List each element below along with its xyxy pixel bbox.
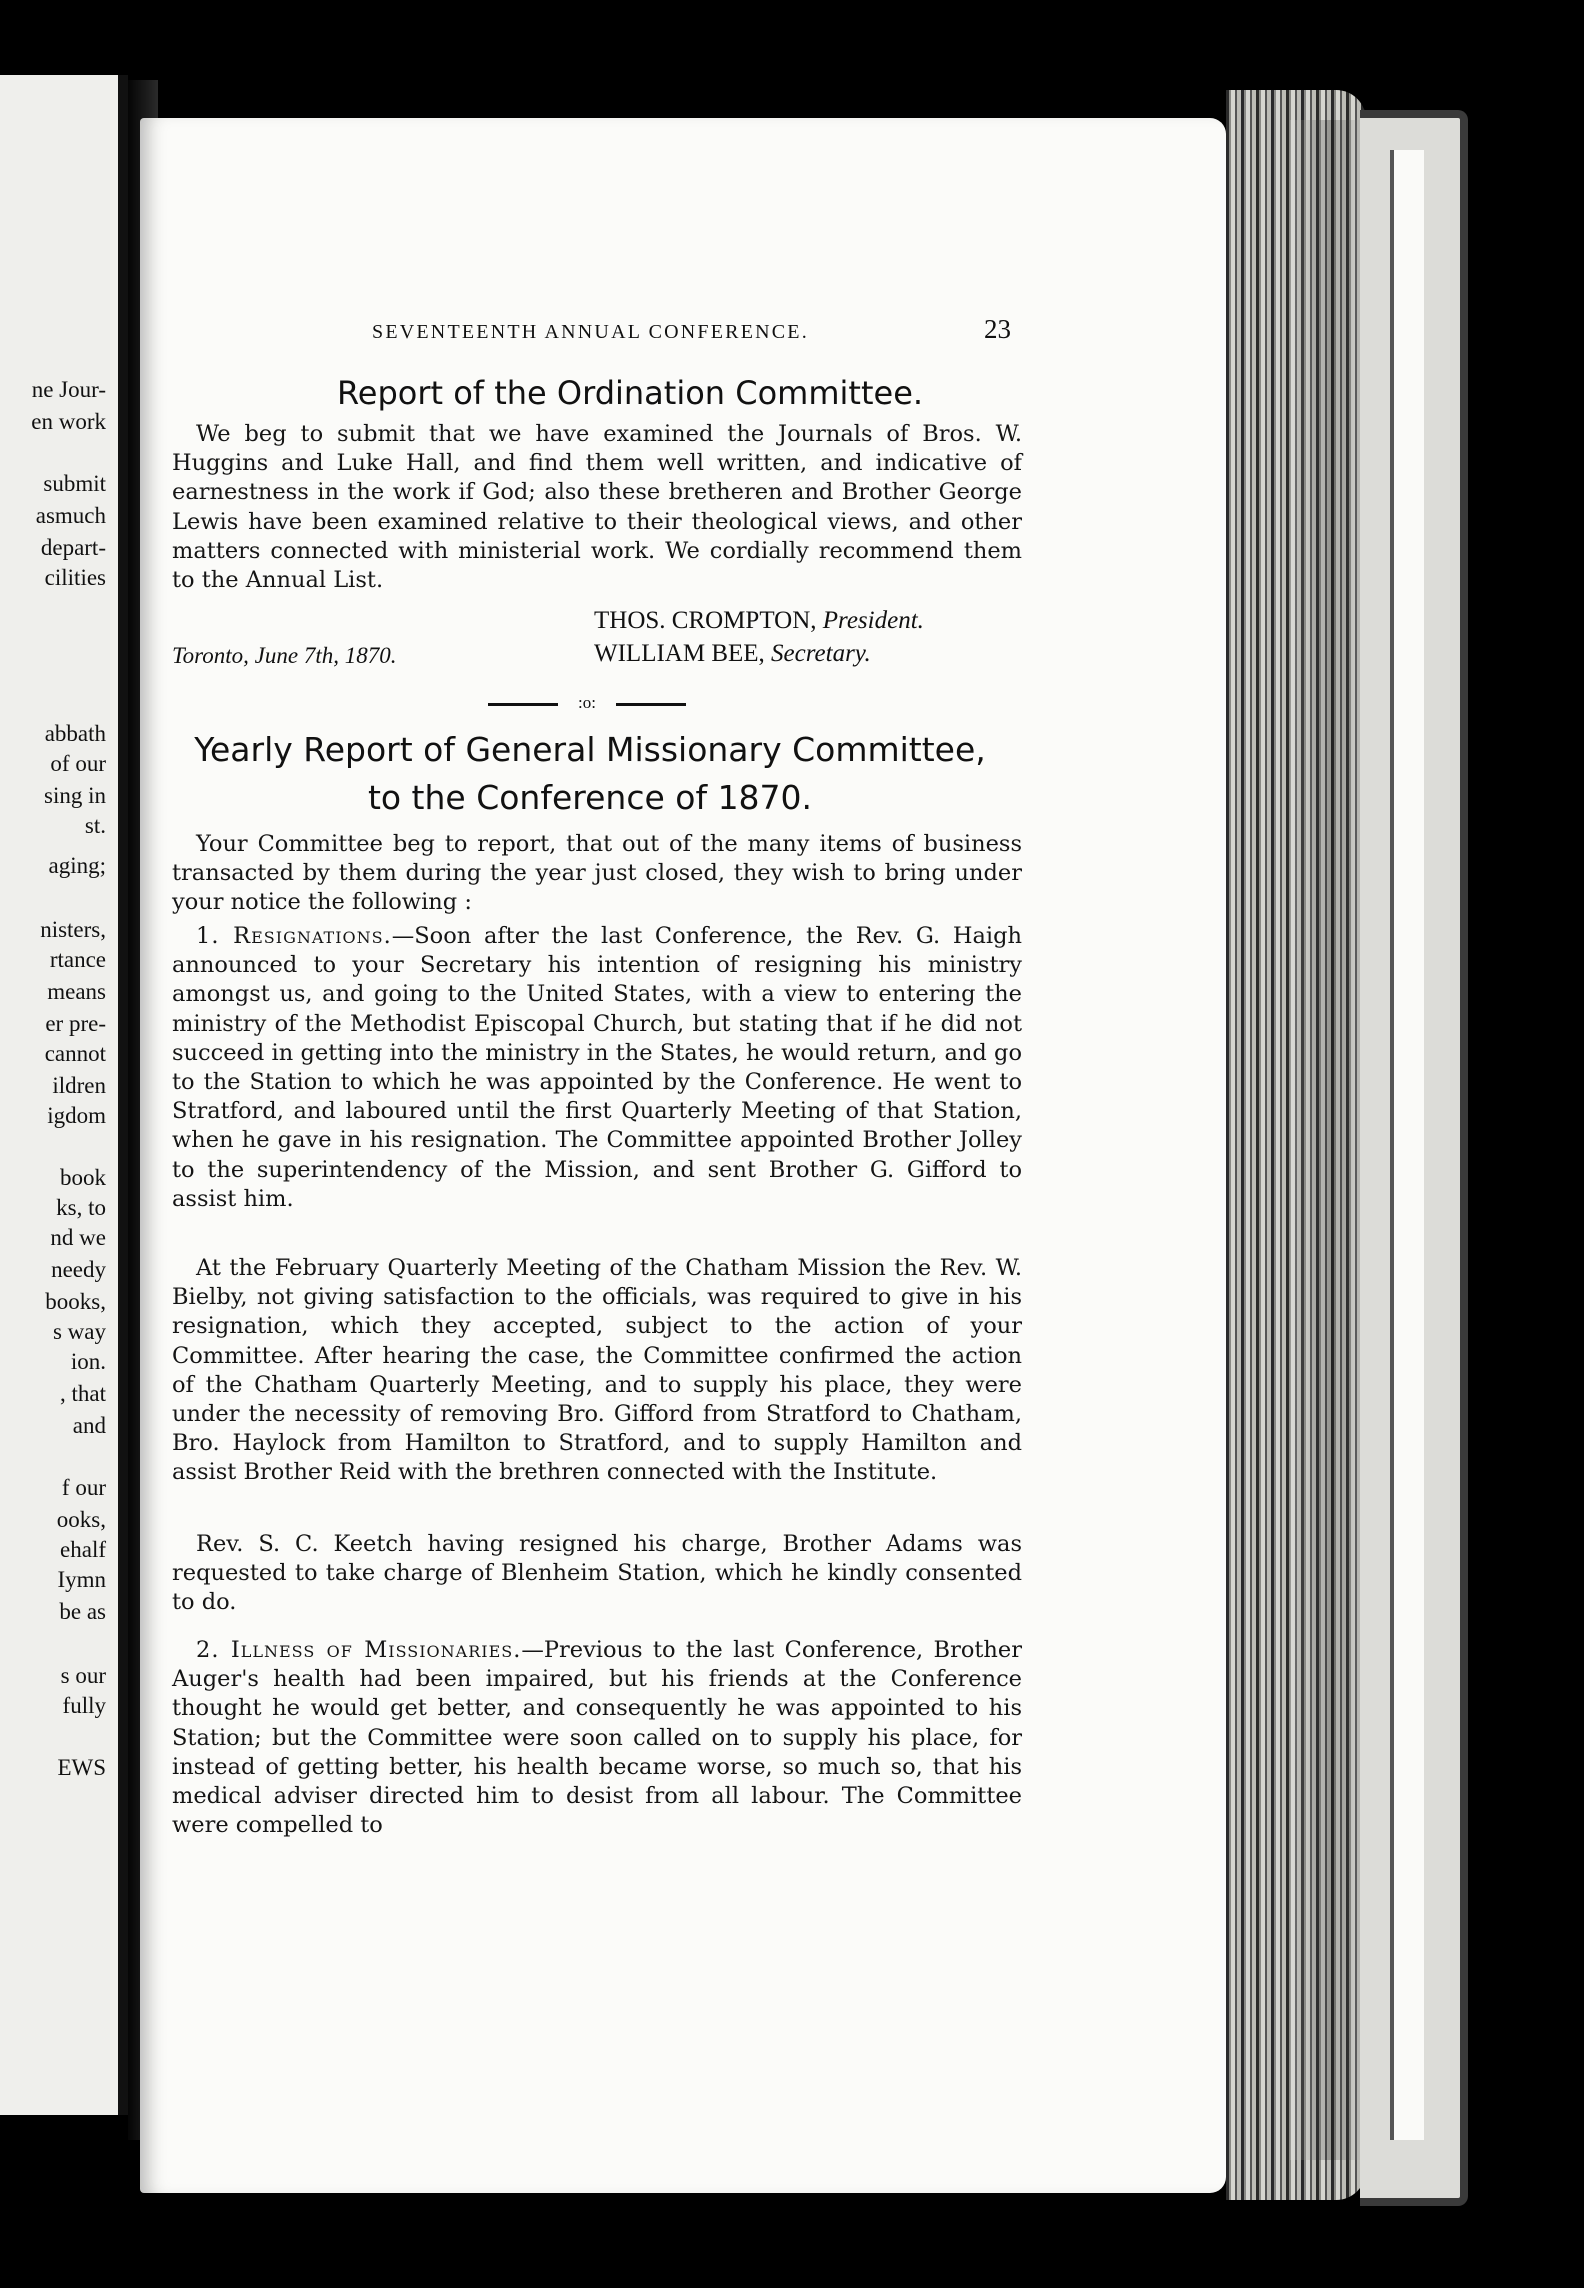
left-page-text-fragment: book: [60, 1165, 106, 1190]
endpaper-edge: [1390, 150, 1424, 2140]
signer-role: Secretary.: [771, 640, 871, 667]
left-page-text-fragment: asmuch: [35, 503, 106, 528]
signature-president: [594, 607, 924, 635]
missionary-intro: Your Committee beg to report, that out of the many items of business transacted by them during the year just closed, they wish to bring under your notice the following :: [172, 831, 1022, 916]
section-separator: [488, 693, 686, 715]
left-page-text-fragment: cannot: [44, 1041, 106, 1066]
left-page-text-fragment: ildren: [52, 1073, 106, 1098]
left-page-text-fragment: books,: [45, 1289, 106, 1314]
left-page-text-fragment: ehalf: [60, 1537, 106, 1562]
page-number: 23: [984, 314, 1011, 344]
separator-line-right: [616, 703, 686, 706]
left-page-text-fragment: submit: [43, 471, 106, 496]
left-page-text-fragment: rtance: [49, 947, 106, 972]
left-page-text-fragment: f our: [61, 1475, 106, 1500]
place-date-text: Toronto, June 7th, 1870.: [172, 643, 397, 668]
left-page-text-fragment: ooks,: [56, 1507, 106, 1532]
left-page-text-fragment: en work: [31, 409, 106, 434]
illness-label: 2. Illness of Missionaries.: [196, 1637, 522, 1663]
left-facing-page: [0, 75, 128, 2115]
left-page-text-fragment: of our: [50, 751, 106, 776]
separator-line-left: [488, 703, 558, 706]
signer-name: WILLIAM BEE,: [594, 640, 765, 667]
illness-text: —Previous to the last Conference, Brother Auger's health had been impaired, but his friends at the Conference thought he would get better, and consequently he was appointed to his Station; but the Committee were soon called on to supply his place, for instead of getting better, his health became worse, so much so, that his medical adviser directed him to desist from all labour. The Committee were compelled to: [172, 1637, 1022, 1839]
signature-secretary: [594, 640, 871, 668]
signer-role: President.: [822, 607, 924, 634]
section-title-missionary-line1: Yearly Report of General Missionary Committee,: [194, 730, 986, 769]
left-page-text-fragment: Iymn: [57, 1567, 106, 1592]
left-page-text-fragment: igdom: [47, 1103, 106, 1128]
separator-text: :o:: [578, 693, 596, 712]
section-title-ordination: Report of the Ordination Committee.: [336, 374, 924, 412]
left-page-text-fragment: s way: [52, 1319, 106, 1344]
left-page-text-fragment: needy: [51, 1257, 106, 1282]
left-page-text-fragment: fully: [62, 1693, 106, 1718]
section-title-missionary-line2: to the Conference of 1870.: [367, 778, 813, 817]
place-date: [172, 643, 396, 669]
page-block-shading: [1290, 120, 1370, 2160]
left-page-text-fragment: st.: [84, 813, 106, 838]
ordination-report-body: We beg to submit that we have examined the Journals of Bros. W. Huggins and Luke Hall, and find them well written, and indicative of earnestness in the work if God; also these bretheren and Brother George Lewis have been examined relative to their theological views, and other matters connected with ministerial work. We cordially recommend them to the Annual List.: [172, 421, 1022, 594]
left-page-text-fragment: nisters,: [40, 917, 106, 942]
signer-name: THOS. CROMPTON,: [594, 607, 817, 634]
left-page-text-fragment: aging;: [48, 853, 106, 878]
running-head: SEVENTEENTH ANNUAL CONFERENCE.: [372, 321, 809, 343]
left-page-text-fragment: ne Jour-: [31, 377, 106, 402]
left-page-text-fragment: EWS: [57, 1755, 106, 1780]
left-page-text-fragment: nd we: [50, 1225, 106, 1250]
resignations-text: —Soon after the last Conference, the Rev. G. Haigh announced to your Secretary his intention of resigning his ministry amongst us, and going to the United States, with a view to entering the ministry of the Methodist Episcopal Church, but stating that if he did not succeed in getting into the ministry in the States, he would return, and go to the Station to which he was appointed by the Conference. He went to Stratford, and laboured until the first Quarterly Meeting of that Station, when he gave in his resignation. The Committee appointed Brother Jolley to the superintendency of the Mission, and sent Brother G. Gifford to assist him.: [172, 923, 1022, 1212]
left-page-text-fragment: ks, to: [56, 1195, 106, 1220]
left-page-text-fragment: means: [47, 979, 106, 1004]
left-page-text-fragment: depart-: [40, 535, 106, 560]
illness-paragraph: [172, 1636, 1022, 1840]
resignations-label: 1. Resignations.: [196, 923, 392, 949]
left-page-text-fragment: abbath: [44, 721, 106, 746]
keetch-paragraph: Rev. S. C. Keetch having resigned his charge, Brother Adams was requested to take charge of Blenheim Station, which he kindly consented to do.: [172, 1531, 1022, 1616]
left-page-text-fragment: s our: [60, 1663, 106, 1688]
left-page-text-fragment: ion.: [70, 1349, 106, 1374]
left-page-text-fragment: be as: [59, 1599, 106, 1624]
left-page-text-fragment: and: [72, 1413, 106, 1438]
resignations-paragraph: [172, 922, 1022, 1214]
left-page-text-fragment: cilities: [44, 565, 106, 590]
chatham-paragraph: At the February Quarterly Meeting of the Chatham Mission the Rev. W. Bielby, not giving satisfaction to the officials, was required to give in his resignation, which they accepted, subject to the action of your Committee. After hearing the case, the Committee confirmed the action of the Chatham Quarterly Meeting, and to supply his place, they were under the necessity of removing Bro. Gifford from Stratford to Chatham, Bro. Haylock from Hamilton to Stratford, and to supply Hamilton and assist Brother Reid with the brethren connected with the Institute.: [172, 1255, 1022, 1486]
left-page-text-fragment: er pre-: [45, 1011, 106, 1036]
left-page-text-fragment: , that: [60, 1381, 106, 1406]
left-page-text-fragment: sing in: [44, 783, 106, 808]
